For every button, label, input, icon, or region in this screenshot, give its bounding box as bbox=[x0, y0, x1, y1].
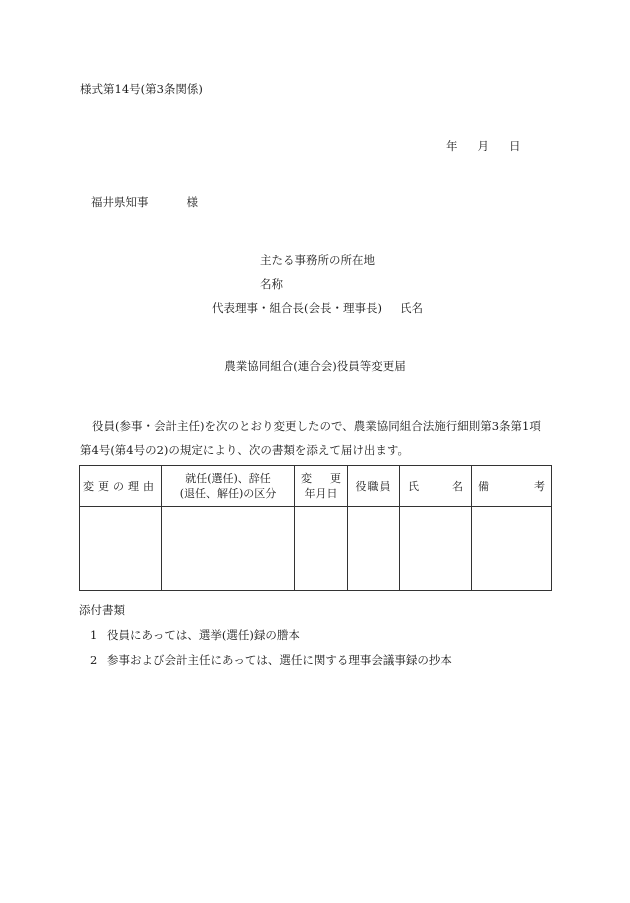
date-line bbox=[446, 138, 521, 154]
date-month-label: 月 bbox=[477, 139, 489, 153]
attachments-heading: 添付書類 bbox=[79, 603, 125, 617]
cell-change-date[interactable] bbox=[295, 507, 348, 591]
form-number: 様式第14号(第3条関係) bbox=[80, 82, 203, 96]
attachment-text: 役員にあっては、選挙(選任)録の謄本 bbox=[107, 628, 300, 642]
header-date-top-left: 変 bbox=[301, 472, 312, 485]
header-change-reason: 変更の理由 bbox=[80, 466, 162, 507]
header-date-line-2: 年月日 bbox=[304, 487, 338, 500]
date-day-label: 日 bbox=[509, 139, 521, 153]
body-line-2: 第4号(第4号の2)の規定により、次の書類を添えて届け出ます。 bbox=[80, 443, 409, 457]
header-change-date bbox=[295, 466, 348, 507]
date-year-label: 年 bbox=[446, 139, 458, 153]
attachment-number: 2 bbox=[90, 653, 98, 667]
body-line-1: 役員(参事・会計主任)を次のとおり変更したので、農業協同組合法施行細則第3条第1項 bbox=[92, 419, 541, 433]
applicant-representative bbox=[212, 300, 423, 316]
attachment-text: 参事および会計主任にあっては、選任に関する理事会議事録の抄本 bbox=[107, 653, 452, 667]
attachment-item bbox=[90, 652, 452, 668]
header-remarks bbox=[472, 466, 552, 507]
header-date-top-right: 更 bbox=[330, 472, 341, 485]
document-title: 農業協同組合(連合会)役員等変更届 bbox=[224, 359, 406, 373]
cell-name[interactable] bbox=[400, 507, 472, 591]
header-name-left: 氏 bbox=[408, 480, 419, 493]
representative-title: 代表理事・組合長(会長・理事長) bbox=[212, 301, 382, 315]
header-post: 役職員 bbox=[348, 466, 400, 507]
table-row bbox=[80, 507, 552, 591]
header-remarks-right: 考 bbox=[534, 480, 545, 493]
addressee-honorific: 様 bbox=[186, 195, 198, 209]
change-table bbox=[79, 465, 552, 591]
header-remarks-left: 備 bbox=[478, 480, 489, 493]
attachment-item bbox=[90, 627, 300, 643]
header-name bbox=[400, 466, 472, 507]
header-name-right: 名 bbox=[452, 480, 463, 493]
table-header-row bbox=[80, 466, 552, 507]
cell-post[interactable] bbox=[348, 507, 400, 591]
addressee-name: 福井県知事 bbox=[91, 195, 149, 209]
attachment-number: 1 bbox=[90, 628, 98, 642]
applicant-name-label: 名称 bbox=[260, 277, 283, 291]
body-text bbox=[80, 414, 556, 462]
header-class-line-1: 就任(選任)、辞任 bbox=[185, 472, 271, 485]
applicant-address-label: 主たる事務所の所在地 bbox=[260, 253, 375, 267]
cell-remarks[interactable] bbox=[472, 507, 552, 591]
cell-change-reason[interactable] bbox=[80, 507, 162, 591]
representative-name-label: 氏名 bbox=[399, 301, 423, 315]
header-class-line-2: (退任、解任)の区分 bbox=[179, 487, 277, 500]
cell-change-class[interactable] bbox=[162, 507, 295, 591]
addressee bbox=[91, 194, 198, 210]
header-change-class bbox=[162, 466, 295, 507]
